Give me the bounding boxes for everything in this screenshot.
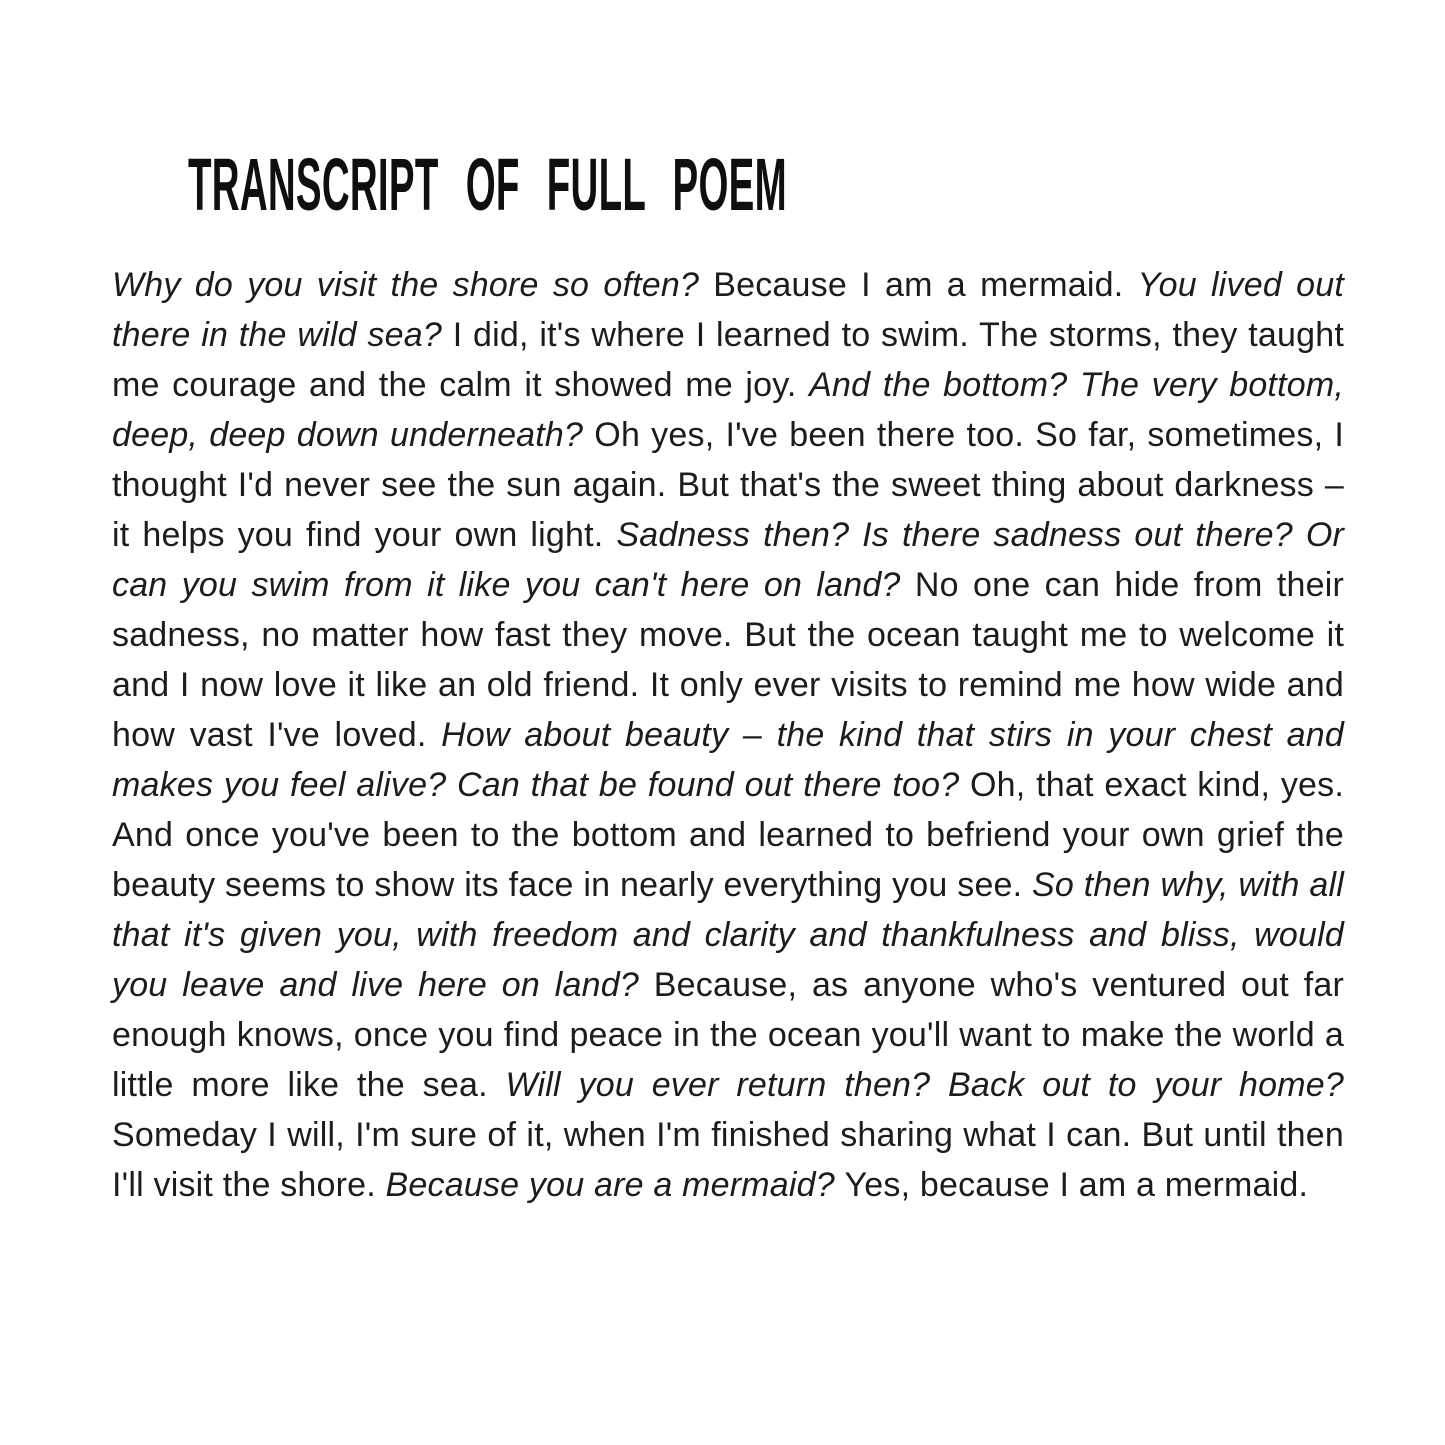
poem-question-segment: You lived out there in the wild sea?: [112, 266, 1344, 354]
poem-question-segment: Sadness then? Is there sadness out there? Or can you swim from it like you can't here on land?: [112, 516, 1344, 604]
poem-question-segment: Will you ever return then? Back out to your home?: [505, 1066, 1345, 1104]
poem-answer-segment: Because I am a mermaid.: [713, 266, 1138, 304]
poem-question-segment: So then why, with all that it's given you, with freedom and clarity and thankfulness and bliss, would you leave and live here on land?: [112, 866, 1344, 1004]
page-title: TRANSCRIPT OF FULL POEM: [188, 143, 787, 226]
poem-answer-segment: I did, it's where I learned to swim. The storms, they taught me courage and the calm it showed me joy.: [112, 316, 1344, 404]
poem-answer-segment: No one can hide from their sadness, no matter how fast they move. But the ocean taught me to welcome it and I now love it like an old friend. It only ever visits to remind me how wide and how vast I've loved.: [112, 566, 1344, 754]
poem-question-segment: How about beauty – the kind that stirs in your chest and makes you feel alive? Can that be found out there too?: [112, 716, 1344, 804]
poem-answer-segment: Oh yes, I've been there too. So far, sometimes, I thought I'd never see the sun again. But that's the sweet thing about darkness – it helps you find your own light.: [112, 416, 1344, 554]
poem-question-segment: Why do you visit the shore so often?: [112, 266, 714, 304]
poem-question-segment: And the bottom? The very bottom, deep, deep down underneath?: [112, 366, 1345, 454]
poem-answer-segment: Yes, because I am a mermaid.: [844, 1166, 1309, 1204]
poem-answer-segment: Someday I will, I'm sure of it, when I'm finished sharing what I can. But until then I'll visit the shore.: [112, 1116, 1344, 1204]
poem-answer-segment: Because, as anyone who's ventured out far enough knows, once you find peace in the ocean you'll want to make the world a little more like the sea.: [112, 966, 1344, 1104]
poem-question-segment: Because you are a mermaid?: [385, 1166, 845, 1204]
poem-text: [112, 260, 1344, 1210]
poem-answer-segment: Oh, that exact kind, yes. And once you've been to the bottom and learned to befriend your own grief the beauty seems to show its face in nearly everything you see.: [112, 766, 1344, 904]
